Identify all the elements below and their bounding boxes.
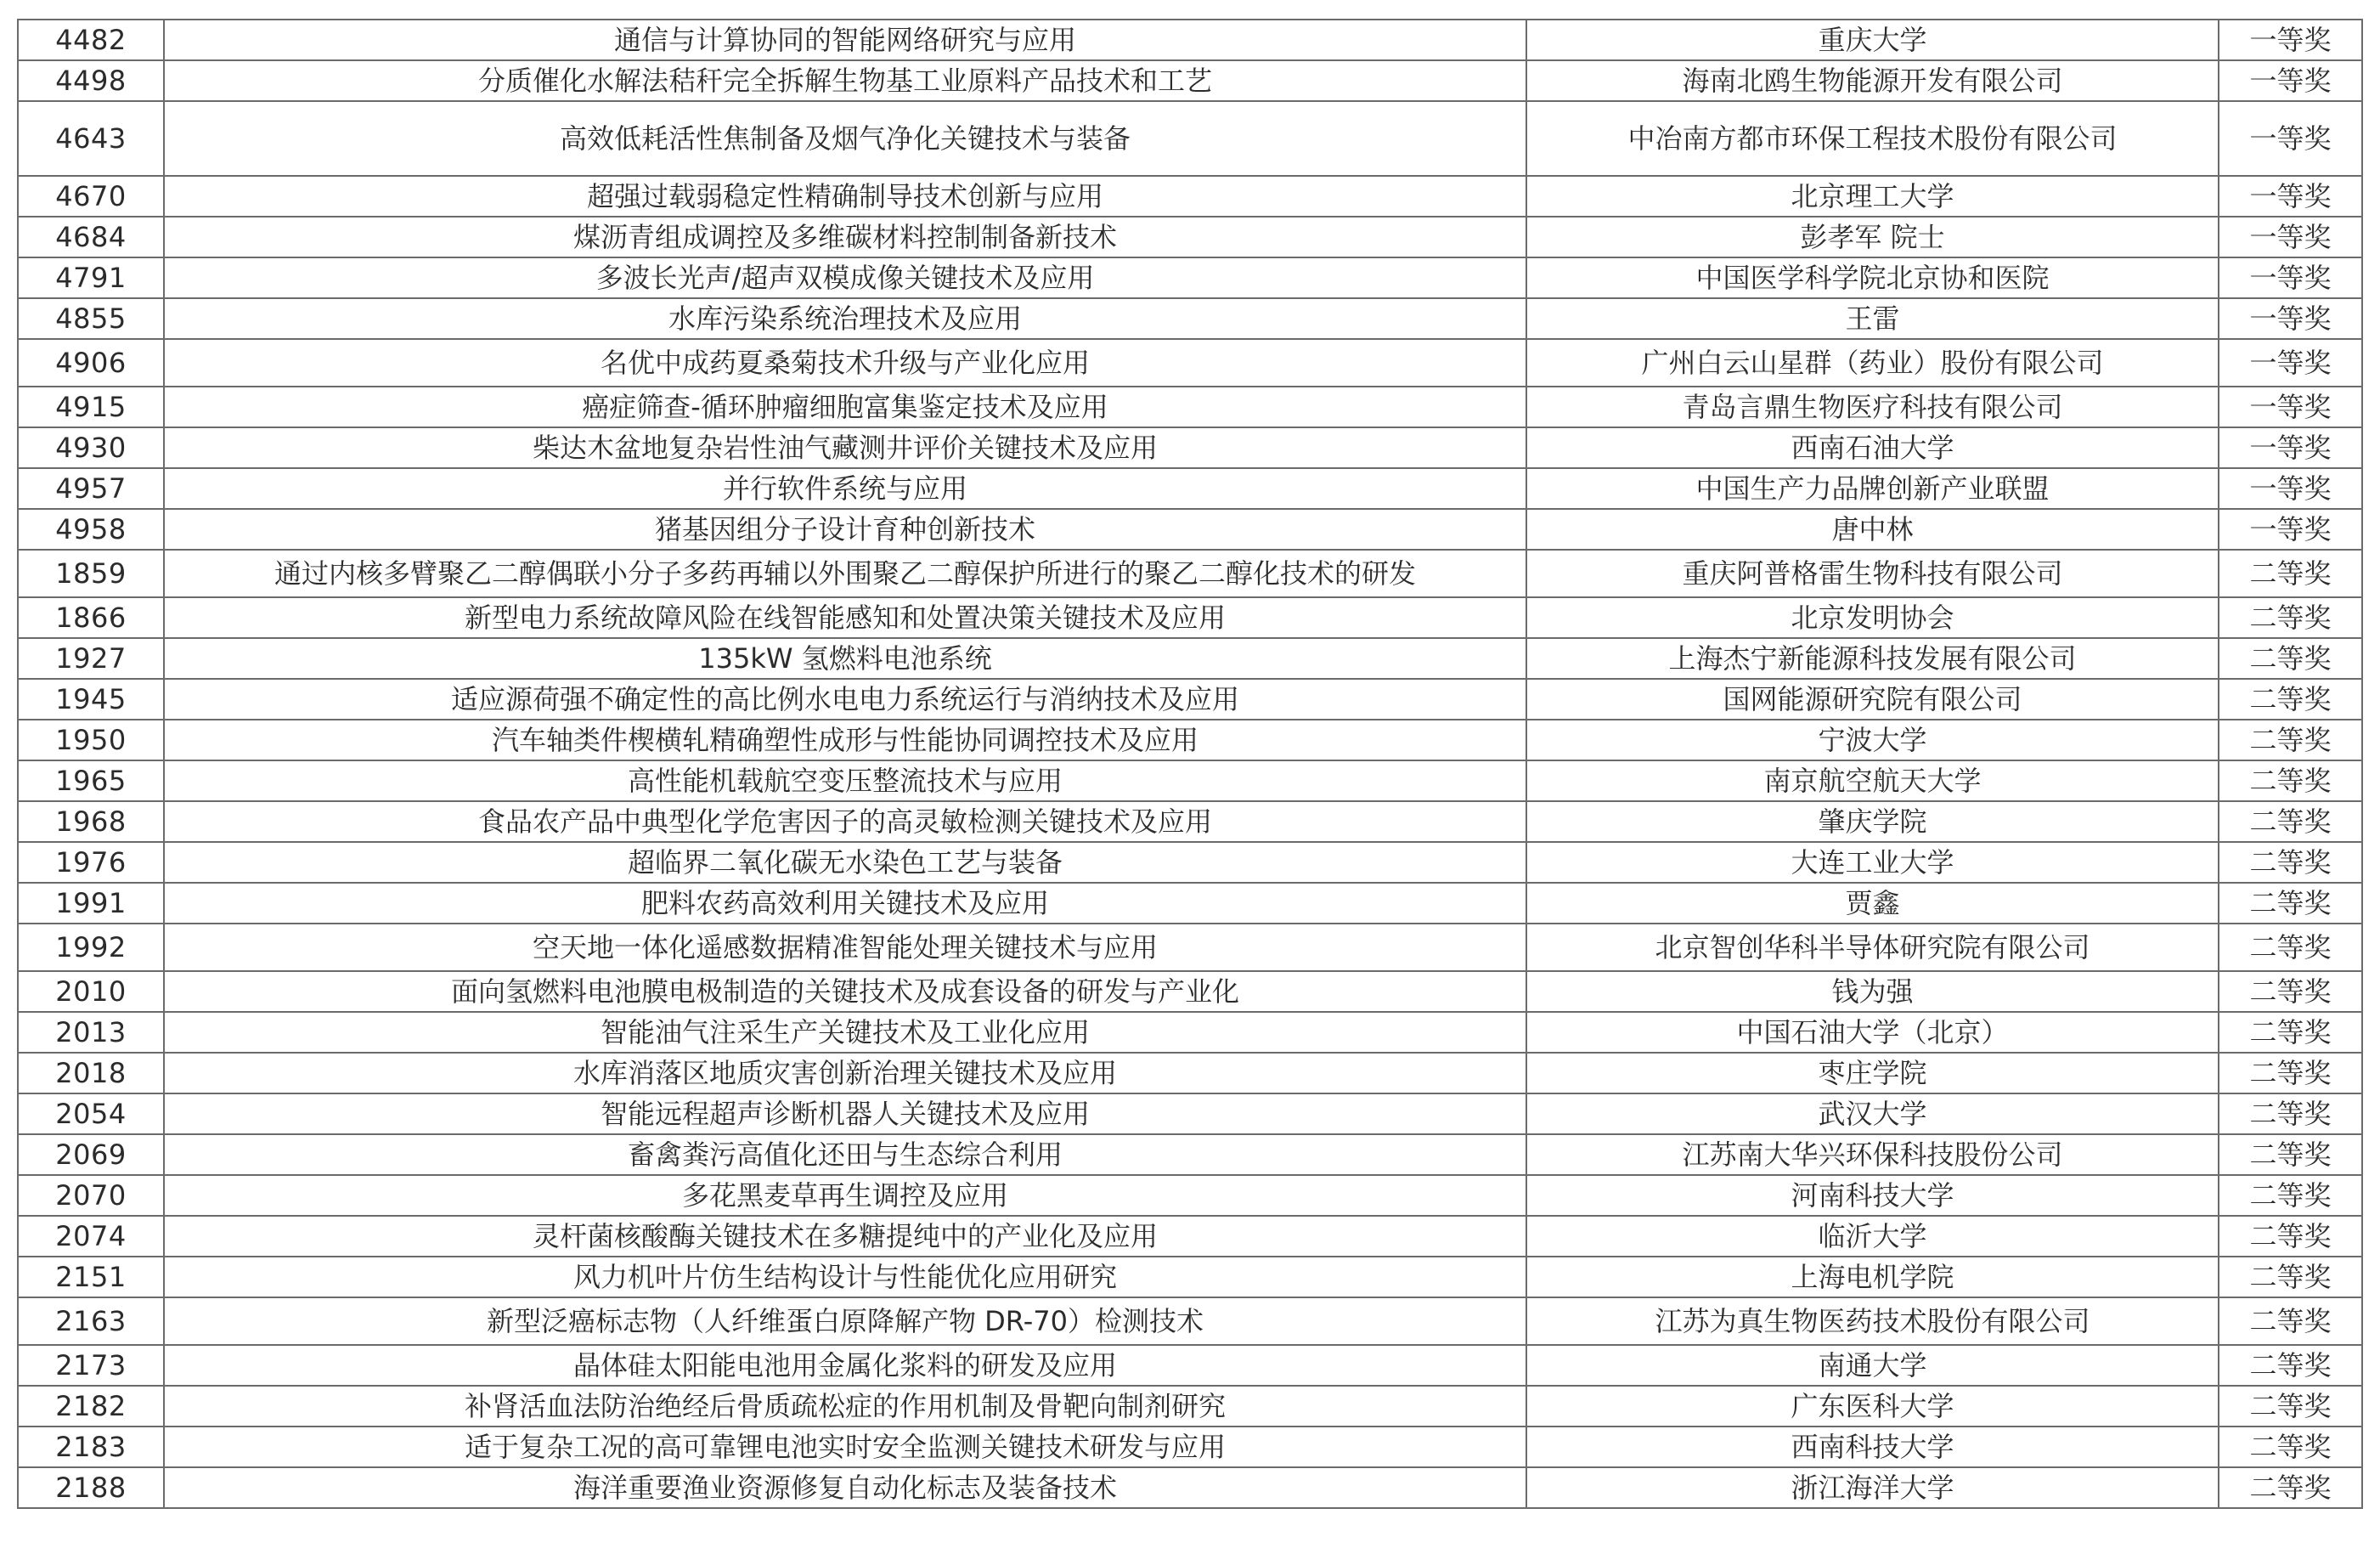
project-name-cell: 水库消落区地质灾害创新治理关键技术及应用 bbox=[164, 1053, 1526, 1093]
table-row bbox=[18, 427, 2362, 468]
award-level-cell: 二等奖 bbox=[2219, 842, 2362, 883]
award-level-cell: 二等奖 bbox=[2219, 679, 2362, 720]
award-level-cell: 一等奖 bbox=[2219, 101, 2362, 176]
table-row bbox=[18, 1053, 2362, 1093]
unit-cell: 枣庄学院 bbox=[1526, 1053, 2219, 1093]
award-level-cell: 一等奖 bbox=[2219, 427, 2362, 468]
table-row bbox=[18, 638, 2362, 679]
project-id-cell: 2010 bbox=[18, 971, 164, 1012]
table-row bbox=[18, 1175, 2362, 1216]
award-level-cell: 二等奖 bbox=[2219, 597, 2362, 638]
unit-cell: 王雷 bbox=[1526, 298, 2219, 339]
table-row bbox=[18, 971, 2362, 1012]
table-row bbox=[18, 1427, 2362, 1467]
project-name-cell: 适于复杂工况的高可靠锂电池实时安全监测关键技术研发与应用 bbox=[164, 1427, 1526, 1467]
unit-cell: 贾鑫 bbox=[1526, 883, 2219, 924]
project-name-cell: 煤沥青组成调控及多维碳材料控制制备新技术 bbox=[164, 217, 1526, 257]
table-row bbox=[18, 924, 2362, 971]
table-row bbox=[18, 1345, 2362, 1386]
project-id-cell: 1866 bbox=[18, 597, 164, 638]
award-level-cell: 二等奖 bbox=[2219, 1386, 2362, 1427]
award-level-cell: 一等奖 bbox=[2219, 387, 2362, 427]
project-name-cell: 水库污染系统治理技术及应用 bbox=[164, 298, 1526, 339]
award-level-cell: 二等奖 bbox=[2219, 1467, 2362, 1508]
unit-cell: 广州白云山星群（药业）股份有限公司 bbox=[1526, 339, 2219, 387]
table-row bbox=[18, 60, 2362, 101]
project-id-cell: 4498 bbox=[18, 60, 164, 101]
project-name-cell: 畜禽粪污高值化还田与生态综合利用 bbox=[164, 1134, 1526, 1175]
project-id-cell: 2018 bbox=[18, 1053, 164, 1093]
project-id-cell: 4684 bbox=[18, 217, 164, 257]
award-level-cell: 二等奖 bbox=[2219, 971, 2362, 1012]
unit-cell: 河南科技大学 bbox=[1526, 1175, 2219, 1216]
unit-cell: 中国石油大学（北京） bbox=[1526, 1012, 2219, 1053]
award-level-cell: 二等奖 bbox=[2219, 1175, 2362, 1216]
project-name-cell: 海洋重要渔业资源修复自动化标志及装备技术 bbox=[164, 1467, 1526, 1508]
unit-cell: 南京航空航天大学 bbox=[1526, 760, 2219, 801]
unit-cell: 肇庆学院 bbox=[1526, 801, 2219, 842]
award-level-cell: 二等奖 bbox=[2219, 1427, 2362, 1467]
table-row bbox=[18, 760, 2362, 801]
project-name-cell: 适应源荷强不确定性的高比例水电电力系统运行与消纳技术及应用 bbox=[164, 679, 1526, 720]
award-level-cell: 一等奖 bbox=[2219, 339, 2362, 387]
award-level-cell: 二等奖 bbox=[2219, 1216, 2362, 1257]
project-id-cell: 4791 bbox=[18, 257, 164, 298]
unit-cell: 上海电机学院 bbox=[1526, 1257, 2219, 1297]
project-name-cell: 灵杆菌核酸酶关键技术在多糖提纯中的产业化及应用 bbox=[164, 1216, 1526, 1257]
award-table bbox=[17, 19, 2363, 1509]
table-row bbox=[18, 550, 2362, 597]
table-row bbox=[18, 679, 2362, 720]
project-name-cell: 超临界二氧化碳无水染色工艺与装备 bbox=[164, 842, 1526, 883]
unit-cell: 唐中林 bbox=[1526, 509, 2219, 550]
project-name-cell: 面向氢燃料电池膜电极制造的关键技术及成套设备的研发与产业化 bbox=[164, 971, 1526, 1012]
award-level-cell: 二等奖 bbox=[2219, 883, 2362, 924]
unit-cell: 西南科技大学 bbox=[1526, 1427, 2219, 1467]
project-id-cell: 4957 bbox=[18, 468, 164, 509]
unit-cell: 江苏为真生物医药技术股份有限公司 bbox=[1526, 1297, 2219, 1345]
unit-cell: 彭孝军 院士 bbox=[1526, 217, 2219, 257]
project-id-cell: 2070 bbox=[18, 1175, 164, 1216]
project-name-cell: 新型电力系统故障风险在线智能感知和处置决策关键技术及应用 bbox=[164, 597, 1526, 638]
unit-cell: 武汉大学 bbox=[1526, 1093, 2219, 1134]
project-name-cell: 多波长光声/超声双模成像关键技术及应用 bbox=[164, 257, 1526, 298]
unit-cell: 江苏南大华兴环保科技股份公司 bbox=[1526, 1134, 2219, 1175]
unit-cell: 中冶南方都市环保工程技术股份有限公司 bbox=[1526, 101, 2219, 176]
project-name-cell: 超强过载弱稳定性精确制导技术创新与应用 bbox=[164, 176, 1526, 217]
award-level-cell: 一等奖 bbox=[2219, 509, 2362, 550]
award-level-cell: 二等奖 bbox=[2219, 1012, 2362, 1053]
project-name-cell: 晶体硅太阳能电池用金属化浆料的研发及应用 bbox=[164, 1345, 1526, 1386]
project-id-cell: 1968 bbox=[18, 801, 164, 842]
award-level-cell: 一等奖 bbox=[2219, 60, 2362, 101]
table-row bbox=[18, 1257, 2362, 1297]
project-id-cell: 4670 bbox=[18, 176, 164, 217]
project-id-cell: 1950 bbox=[18, 720, 164, 760]
project-id-cell: 4958 bbox=[18, 509, 164, 550]
project-id-cell: 2013 bbox=[18, 1012, 164, 1053]
table-row bbox=[18, 298, 2362, 339]
project-id-cell: 4482 bbox=[18, 20, 164, 60]
table-row bbox=[18, 217, 2362, 257]
award-level-cell: 二等奖 bbox=[2219, 1297, 2362, 1345]
project-id-cell: 2183 bbox=[18, 1427, 164, 1467]
award-level-cell: 一等奖 bbox=[2219, 20, 2362, 60]
unit-cell: 钱为强 bbox=[1526, 971, 2219, 1012]
table-row bbox=[18, 257, 2362, 298]
table-row bbox=[18, 1134, 2362, 1175]
unit-cell: 中国生产力品牌创新产业联盟 bbox=[1526, 468, 2219, 509]
table-row bbox=[18, 842, 2362, 883]
project-id-cell: 4855 bbox=[18, 298, 164, 339]
project-name-cell: 智能远程超声诊断机器人关键技术及应用 bbox=[164, 1093, 1526, 1134]
project-name-cell: 多花黑麦草再生调控及应用 bbox=[164, 1175, 1526, 1216]
unit-cell: 上海杰宁新能源科技发展有限公司 bbox=[1526, 638, 2219, 679]
award-level-cell: 二等奖 bbox=[2219, 1053, 2362, 1093]
table-row bbox=[18, 468, 2362, 509]
unit-cell: 南通大学 bbox=[1526, 1345, 2219, 1386]
unit-cell: 大连工业大学 bbox=[1526, 842, 2219, 883]
project-name-cell: 并行软件系统与应用 bbox=[164, 468, 1526, 509]
table-row bbox=[18, 387, 2362, 427]
project-name-cell: 补肾活血法防治绝经后骨质疏松症的作用机制及骨靶向制剂研究 bbox=[164, 1386, 1526, 1427]
project-id-cell: 2151 bbox=[18, 1257, 164, 1297]
project-name-cell: 通信与计算协同的智能网络研究与应用 bbox=[164, 20, 1526, 60]
project-id-cell: 2163 bbox=[18, 1297, 164, 1345]
table-row bbox=[18, 1093, 2362, 1134]
award-level-cell: 二等奖 bbox=[2219, 801, 2362, 842]
unit-cell: 广东医科大学 bbox=[1526, 1386, 2219, 1427]
project-name-cell: 新型泛癌标志物（人纤维蛋白原降解产物 DR-70）检测技术 bbox=[164, 1297, 1526, 1345]
project-name-cell: 名优中成药夏桑菊技术升级与产业化应用 bbox=[164, 339, 1526, 387]
project-name-cell: 智能油气注采生产关键技术及工业化应用 bbox=[164, 1012, 1526, 1053]
project-name-cell: 分质催化水解法秸秆完全拆解生物基工业原料产品技术和工艺 bbox=[164, 60, 1526, 101]
table-row bbox=[18, 1012, 2362, 1053]
project-name-cell: 高性能机载航空变压整流技术与应用 bbox=[164, 760, 1526, 801]
table-row bbox=[18, 1297, 2362, 1345]
project-id-cell: 4930 bbox=[18, 427, 164, 468]
project-name-cell: 食品农产品中典型化学危害因子的高灵敏检测关键技术及应用 bbox=[164, 801, 1526, 842]
unit-cell: 西南石油大学 bbox=[1526, 427, 2219, 468]
unit-cell: 青岛言鼎生物医疗科技有限公司 bbox=[1526, 387, 2219, 427]
award-level-cell: 二等奖 bbox=[2219, 638, 2362, 679]
unit-cell: 国网能源研究院有限公司 bbox=[1526, 679, 2219, 720]
award-level-cell: 二等奖 bbox=[2219, 550, 2362, 597]
project-id-cell: 4915 bbox=[18, 387, 164, 427]
project-name-cell: 高效低耗活性焦制备及烟气净化关键技术与装备 bbox=[164, 101, 1526, 176]
award-level-cell: 二等奖 bbox=[2219, 1345, 2362, 1386]
award-level-cell: 二等奖 bbox=[2219, 1257, 2362, 1297]
project-id-cell: 4906 bbox=[18, 339, 164, 387]
project-id-cell: 1927 bbox=[18, 638, 164, 679]
table-row bbox=[18, 801, 2362, 842]
project-name-cell: 猪基因组分子设计育种创新技术 bbox=[164, 509, 1526, 550]
project-id-cell: 1992 bbox=[18, 924, 164, 971]
unit-cell: 北京智创华科半导体研究院有限公司 bbox=[1526, 924, 2219, 971]
project-name-cell: 汽车轴类件楔横轧精确塑性成形与性能协同调控技术及应用 bbox=[164, 720, 1526, 760]
table-row bbox=[18, 1467, 2362, 1508]
project-id-cell: 2173 bbox=[18, 1345, 164, 1386]
award-level-cell: 一等奖 bbox=[2219, 257, 2362, 298]
project-id-cell: 2069 bbox=[18, 1134, 164, 1175]
project-id-cell: 4643 bbox=[18, 101, 164, 176]
unit-cell: 重庆阿普格雷生物科技有限公司 bbox=[1526, 550, 2219, 597]
award-level-cell: 二等奖 bbox=[2219, 1134, 2362, 1175]
table-row bbox=[18, 1216, 2362, 1257]
unit-cell: 重庆大学 bbox=[1526, 20, 2219, 60]
table-row bbox=[18, 597, 2362, 638]
project-id-cell: 2182 bbox=[18, 1386, 164, 1427]
project-id-cell: 2188 bbox=[18, 1467, 164, 1508]
award-level-cell: 二等奖 bbox=[2219, 720, 2362, 760]
project-name-cell: 癌症筛查-循环肿瘤细胞富集鉴定技术及应用 bbox=[164, 387, 1526, 427]
project-name-cell: 风力机叶片仿生结构设计与性能优化应用研究 bbox=[164, 1257, 1526, 1297]
award-level-cell: 一等奖 bbox=[2219, 176, 2362, 217]
project-id-cell: 1976 bbox=[18, 842, 164, 883]
project-id-cell: 1945 bbox=[18, 679, 164, 720]
award-table-body bbox=[18, 20, 2362, 1508]
award-level-cell: 一等奖 bbox=[2219, 468, 2362, 509]
project-id-cell: 1859 bbox=[18, 550, 164, 597]
award-level-cell: 一等奖 bbox=[2219, 298, 2362, 339]
table-row bbox=[18, 1386, 2362, 1427]
table-row bbox=[18, 20, 2362, 60]
unit-cell: 浙江海洋大学 bbox=[1526, 1467, 2219, 1508]
table-row bbox=[18, 720, 2362, 760]
project-name-cell: 柴达木盆地复杂岩性油气藏测井评价关键技术及应用 bbox=[164, 427, 1526, 468]
unit-cell: 北京发明协会 bbox=[1526, 597, 2219, 638]
unit-cell: 宁波大学 bbox=[1526, 720, 2219, 760]
project-id-cell: 2074 bbox=[18, 1216, 164, 1257]
table-row bbox=[18, 101, 2362, 176]
project-name-cell: 肥料农药高效利用关键技术及应用 bbox=[164, 883, 1526, 924]
project-id-cell: 2054 bbox=[18, 1093, 164, 1134]
award-level-cell: 二等奖 bbox=[2219, 1093, 2362, 1134]
award-level-cell: 二等奖 bbox=[2219, 760, 2362, 801]
unit-cell: 临沂大学 bbox=[1526, 1216, 2219, 1257]
award-level-cell: 一等奖 bbox=[2219, 217, 2362, 257]
unit-cell: 海南北鸥生物能源开发有限公司 bbox=[1526, 60, 2219, 101]
project-name-cell: 空天地一体化遥感数据精准智能处理关键技术与应用 bbox=[164, 924, 1526, 971]
table-row bbox=[18, 176, 2362, 217]
project-name-cell: 135kW 氢燃料电池系统 bbox=[164, 638, 1526, 679]
table-row bbox=[18, 509, 2362, 550]
award-level-cell: 二等奖 bbox=[2219, 924, 2362, 971]
project-id-cell: 1991 bbox=[18, 883, 164, 924]
table-row bbox=[18, 883, 2362, 924]
unit-cell: 北京理工大学 bbox=[1526, 176, 2219, 217]
project-name-cell: 通过内核多臂聚乙二醇偶联小分子多药再辅以外围聚乙二醇保护所进行的聚乙二醇化技术的研发 bbox=[164, 550, 1526, 597]
table-row bbox=[18, 339, 2362, 387]
project-id-cell: 1965 bbox=[18, 760, 164, 801]
unit-cell: 中国医学科学院北京协和医院 bbox=[1526, 257, 2219, 298]
